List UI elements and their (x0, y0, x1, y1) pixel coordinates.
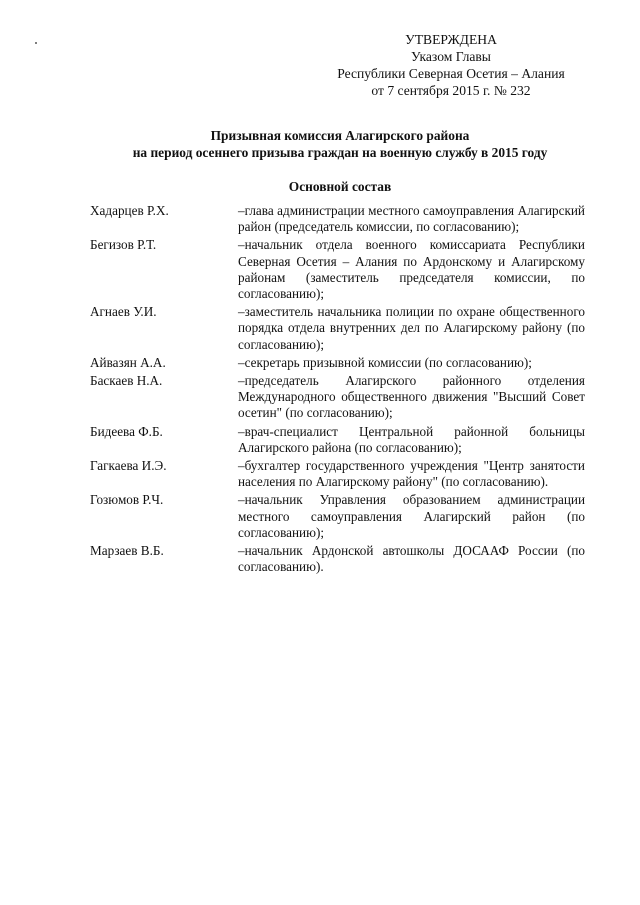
member-role: –врач-специалист Центральной районной больницы Алагирского района (по согласованию); (238, 423, 585, 455)
document-title (60, 127, 620, 161)
member-role: –начальник Ардонской автошколы ДОСААФ России (по согласованию). (238, 543, 585, 575)
member-row (90, 373, 585, 422)
member-role: –заместитель начальника полиции по охране общественного порядка отдела внутренних дел по Алагирскому району (по согласованию); (238, 304, 585, 352)
scan-speck (35, 42, 37, 44)
member-name: Баскаев Н.А. (90, 373, 163, 389)
member-name: Гагкаева И.Э. (90, 458, 167, 474)
member-name: Гозюмов Р.Ч. (90, 492, 164, 508)
title-line-commission: Призывная комиссия Алагирского района (210, 128, 470, 143)
member-name: Агнаев У.И. (90, 304, 157, 320)
member-row (90, 203, 585, 235)
approval-line-republic: Республики Северная Осетия – Алания (337, 66, 565, 81)
member-name: Айвазян А.А. (90, 354, 166, 370)
member-row (90, 424, 585, 456)
approval-line-date: от 7 сентября 2015 г. № 232 (371, 83, 531, 98)
approval-line-approved: УТВЕРЖДЕНА (405, 32, 497, 47)
member-name: Хадарцев Р.Х. (90, 203, 169, 218)
approval-stamp-block (322, 31, 580, 99)
section-heading-main-composition: Основной состав (288, 179, 392, 194)
member-name: Марзаев В.Б. (90, 543, 164, 559)
member-name: Бидеева Ф.Б. (90, 423, 163, 439)
member-role: –председатель Алагирского районного отделения Международного общественного движения "Высший Совет осетин" (по согласованию); (238, 373, 585, 421)
member-role: –секретарь призывной комиссии (по согласованию); (238, 354, 532, 370)
member-name: Бегизов Р.Т. (90, 237, 157, 253)
member-row (90, 304, 585, 353)
member-role: –глава администрации местного самоуправления Алагирский район (председатель комиссии, по согласованию); (238, 203, 585, 235)
title-line-period: на период осеннего призыва граждан на военную службу в 2015 году (132, 145, 548, 160)
member-row (90, 458, 585, 490)
member-row (90, 355, 585, 371)
member-role: –начальник Управления образованием администрации местного самоуправления Алагирский район (по согласованию); (238, 492, 585, 540)
member-role: –начальник отдела военного комиссариата Республики Северная Осетия – Алания по Ардонскому и Алагирскому районам (заместитель председателя комиссии, по согласованию); (238, 237, 585, 302)
approval-line-decree: Указом Главы (411, 49, 491, 64)
member-row (90, 543, 585, 575)
member-role: –бухгалтер государственного учреждения "Центр занятости населения по Алагирскому району" (по согласованию). (238, 458, 585, 490)
members-list (90, 203, 585, 577)
member-row (90, 237, 585, 302)
member-row (90, 492, 585, 541)
